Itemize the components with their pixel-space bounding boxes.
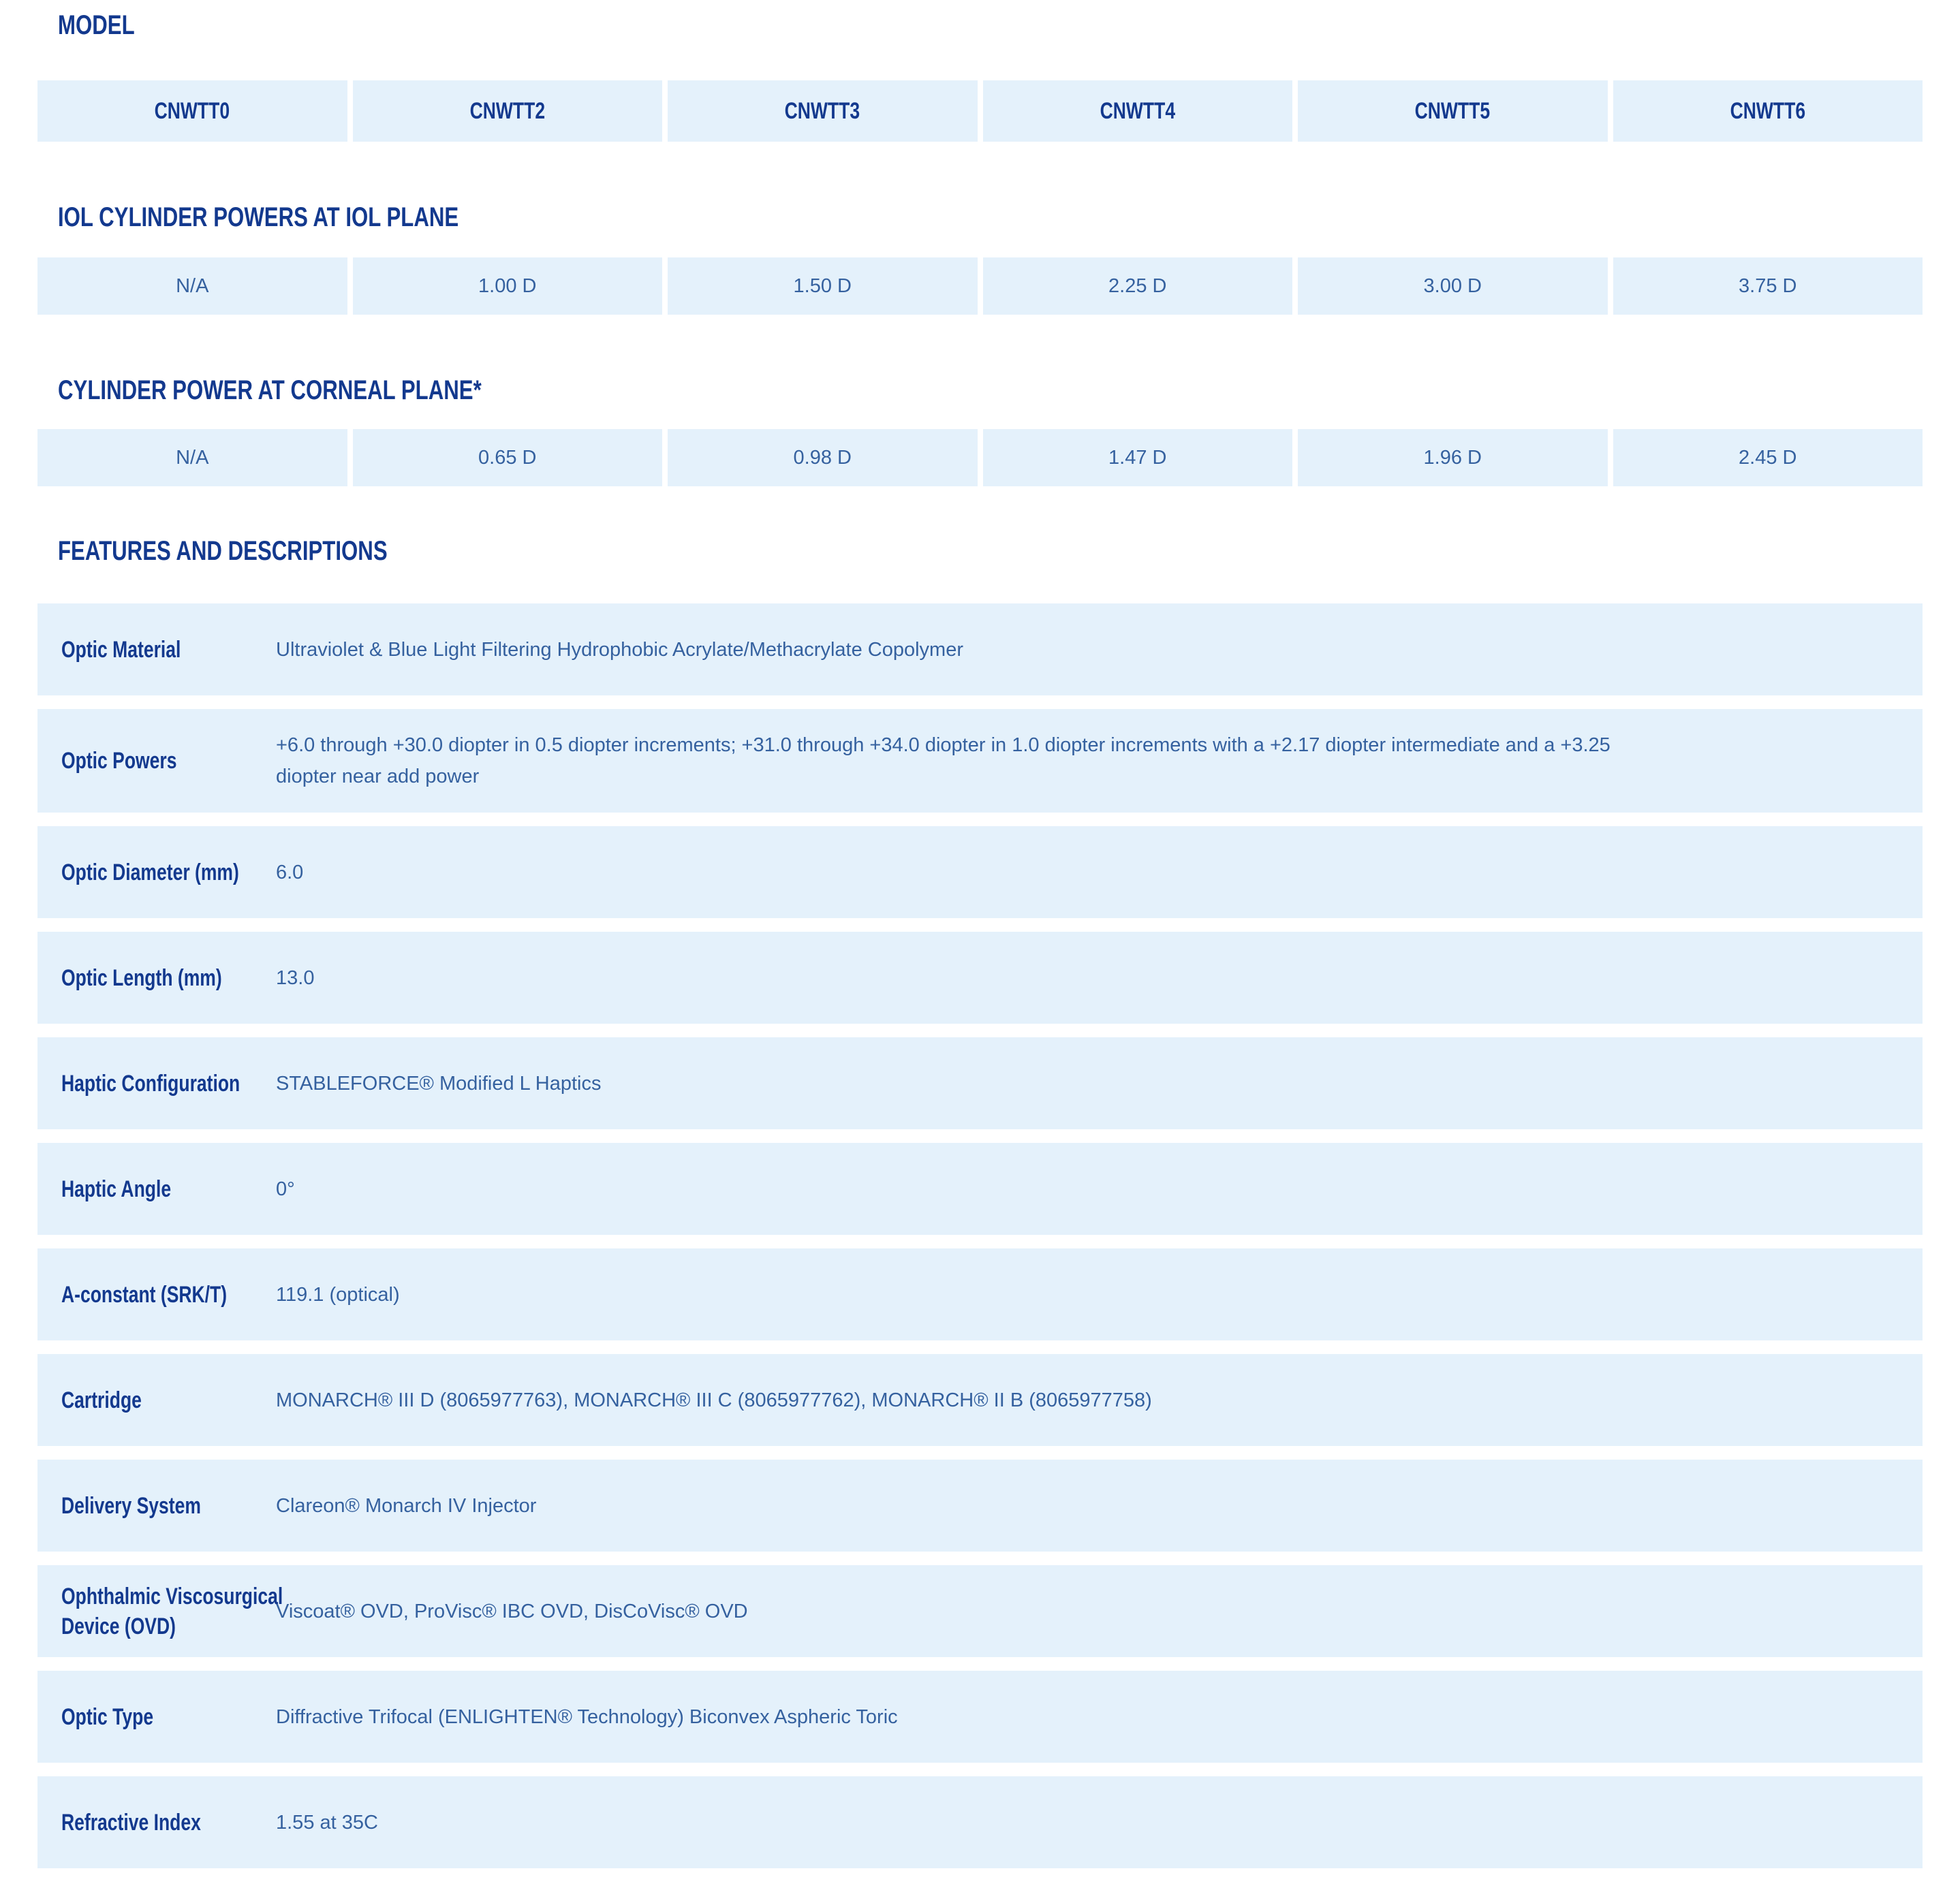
feature-label: Cartridge (61, 1387, 142, 1413)
iol-cylinder-cell: 2.25 D (983, 257, 1293, 315)
feature-label: Haptic Angle (61, 1176, 172, 1202)
feature-row-haptic-angle (37, 1143, 1923, 1235)
corneal-cylinder-cell: 2.45 D (1613, 429, 1923, 486)
section-title-model (58, 10, 1923, 41)
feature-label: Ophthalmic Viscosurgical Device (OVD) (61, 1583, 283, 1639)
feature-row-optic-material (37, 603, 1923, 695)
iol-cylinder-row (37, 257, 1923, 315)
iol-cylinder-cell: N/A (37, 257, 347, 315)
feature-row-ovd (37, 1565, 1923, 1657)
feature-label: Optic Powers (61, 748, 177, 774)
spec-sheet (0, 10, 1960, 1868)
corneal-cylinder-cell: 1.96 D (1298, 429, 1608, 486)
corneal-cylinder-row (37, 429, 1923, 486)
feature-label: Optic Length (mm) (61, 964, 222, 991)
feature-value: STABLEFORCE® Modified L Haptics (276, 1072, 602, 1095)
feature-value: Ultraviolet & Blue Light Filtering Hydrophobic Acrylate/Methacrylate Copolymer (276, 638, 963, 661)
feature-label: Haptic Configuration (61, 1070, 240, 1097)
feature-value: 0° (276, 1178, 295, 1200)
feature-value: Clareon® Monarch IV Injector (276, 1494, 537, 1517)
feature-label: A-constant (SRK/T) (61, 1281, 228, 1308)
section-title-corneal-cylinder (58, 375, 1923, 406)
section-title-iol-cylinder (58, 202, 1923, 233)
feature-label: Optic Diameter (mm) (61, 859, 239, 885)
feature-value: Viscoat® OVD, ProVisc® IBC OVD, DisCoVisc® OVD (276, 1600, 748, 1622)
model-row (37, 80, 1923, 142)
feature-row-optic-length (37, 932, 1923, 1024)
feature-value: Diffractive Trifocal (ENLIGHTEN® Technology) Biconvex Aspheric Toric (276, 1705, 898, 1728)
model-cell: CNWTT4 (983, 80, 1293, 142)
model-cell: CNWTT3 (668, 80, 978, 142)
feature-row-a-constant (37, 1248, 1923, 1340)
feature-value: MONARCH® III D (8065977763), MONARCH® III C (8065977762), MONARCH® II B (8065977758) (276, 1389, 1152, 1411)
feature-label: Optic Type (61, 1703, 154, 1730)
feature-row-delivery-system (37, 1460, 1923, 1552)
model-cell: CNWTT6 (1613, 80, 1923, 142)
model-cell: CNWTT2 (353, 80, 663, 142)
feature-value: 119.1 (optical) (276, 1283, 400, 1306)
feature-row-haptic-configuration (37, 1037, 1923, 1129)
feature-row-refractive-index (37, 1776, 1923, 1868)
corneal-cylinder-cell: 0.65 D (353, 429, 663, 486)
section-title-corneal-cylinder-text: CYLINDER POWER AT CORNEAL PLANE* (58, 375, 482, 405)
feature-label: Refractive Index (61, 1809, 201, 1836)
feature-value: 1.55 at 35C (276, 1811, 378, 1834)
section-title-model-text: MODEL (58, 10, 135, 40)
corneal-cylinder-cell: N/A (37, 429, 347, 486)
feature-row-optic-diameter (37, 826, 1923, 918)
feature-value: 13.0 (276, 966, 315, 989)
model-cell: CNWTT5 (1298, 80, 1608, 142)
model-cell: CNWTT0 (37, 80, 347, 142)
feature-row-optic-type (37, 1671, 1923, 1763)
corneal-cylinder-cell: 1.47 D (983, 429, 1293, 486)
feature-row-optic-powers (37, 709, 1923, 813)
iol-cylinder-cell: 3.75 D (1613, 257, 1923, 315)
section-title-iol-cylinder-text: IOL CYLINDER POWERS AT IOL PLANE (58, 202, 459, 232)
feature-label: Optic Material (61, 636, 181, 663)
iol-cylinder-cell: 1.50 D (668, 257, 978, 315)
corneal-cylinder-cell: 0.98 D (668, 429, 978, 486)
feature-label: Delivery System (61, 1492, 201, 1519)
iol-cylinder-cell: 1.00 D (353, 257, 663, 315)
section-title-features-text: FEATURES AND DESCRIPTIONS (58, 536, 388, 566)
feature-value: 6.0 (276, 861, 304, 883)
feature-row-cartridge (37, 1354, 1923, 1446)
iol-cylinder-cell: 3.00 D (1298, 257, 1608, 315)
feature-value: +6.0 through +30.0 diopter in 0.5 diopter increments; +31.0 through +34.0 diopter in 1.0 diopter increments with a +2.17 diopter intermediate and a +3.25 diopter near add power (276, 734, 1611, 787)
section-title-features (58, 535, 1923, 567)
